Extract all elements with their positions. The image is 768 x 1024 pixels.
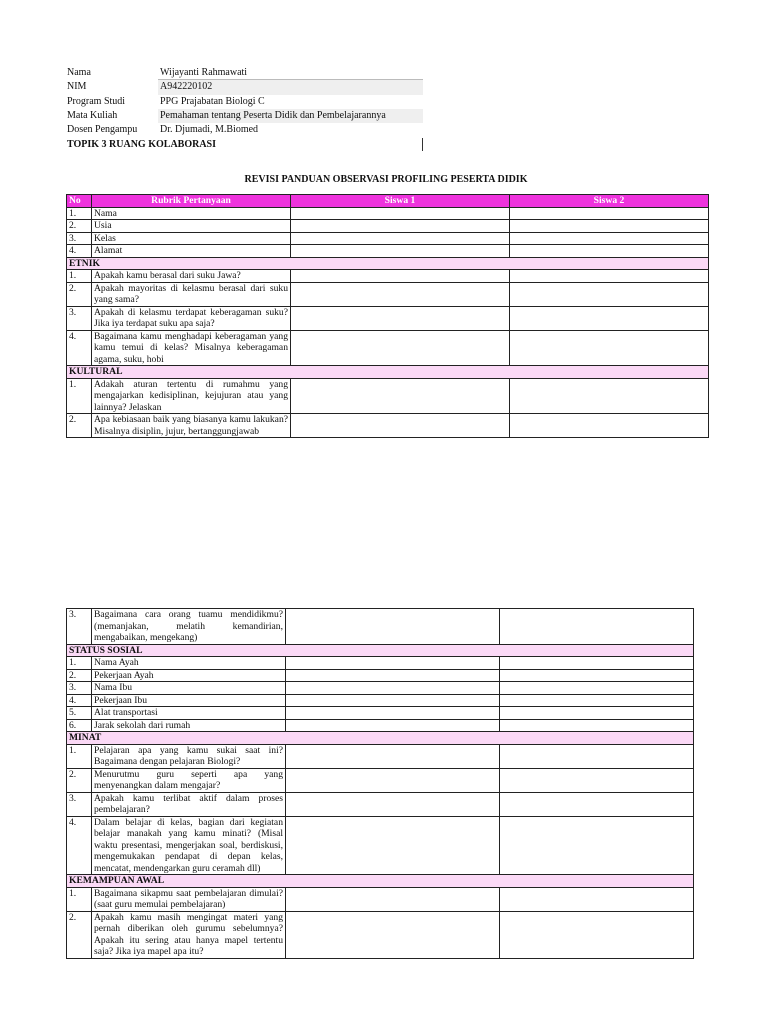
table-row xyxy=(67,744,694,768)
table-row xyxy=(67,207,709,220)
row-number: 4. xyxy=(67,816,92,875)
answer-cell-siswa-2[interactable] xyxy=(510,414,709,438)
answer-cell-siswa-1[interactable] xyxy=(286,669,500,682)
answer-cell-siswa-1[interactable] xyxy=(286,768,500,792)
answer-cell-siswa-1[interactable] xyxy=(291,245,510,258)
row-number: 1. xyxy=(67,270,92,283)
answer-cell-siswa-2[interactable] xyxy=(500,694,694,707)
document-title: REVISI PANDUAN OBSERVASI PROFILING PESERTA DIDIK xyxy=(244,174,528,185)
question-text: Apakah mayoritas di kelasmu berasal dari suku yang sama? xyxy=(92,282,291,306)
answer-cell-siswa-1[interactable] xyxy=(286,694,500,707)
question-text: Menurutmu guru seperti apa yang menyenangkan dalam mengajar? xyxy=(92,768,286,792)
field-nim xyxy=(67,80,423,94)
section-row xyxy=(67,644,694,657)
field-value: Wijayanti Rahmawati xyxy=(158,66,423,80)
row-number: 6. xyxy=(67,719,92,732)
topic-heading xyxy=(67,137,423,153)
table-row xyxy=(67,414,709,438)
observation-table-part-1 xyxy=(66,194,709,438)
column-header-no: No xyxy=(67,195,92,208)
table-row xyxy=(67,719,694,732)
field-nama xyxy=(67,66,423,80)
table-row xyxy=(67,282,709,306)
row-number: 3. xyxy=(67,682,92,695)
answer-cell-siswa-2[interactable] xyxy=(510,245,709,258)
field-value: Pemahaman tentang Peserta Didik dan Pembelajarannya xyxy=(158,109,423,123)
answer-cell-siswa-1[interactable] xyxy=(291,414,510,438)
row-number: 2. xyxy=(67,768,92,792)
table-row xyxy=(67,768,694,792)
answer-cell-siswa-2[interactable] xyxy=(500,657,694,670)
question-text: Apakah di kelasmu terdapat keberagaman suku? Jika iya terdapat suku apa saja? xyxy=(92,306,291,330)
section-title: MINAT xyxy=(67,732,694,745)
question-text: Bagaimana cara orang tuamu mendidikmu? (memanjakan, melatih kemandirian, mengabaikan, mengekang) xyxy=(92,609,286,645)
question-text: Jarak sekolah dari rumah xyxy=(92,719,286,732)
row-number: 1. xyxy=(67,744,92,768)
answer-cell-siswa-1[interactable] xyxy=(286,682,500,695)
answer-cell-siswa-2[interactable] xyxy=(510,378,709,414)
answer-cell-siswa-1[interactable] xyxy=(286,911,500,958)
answer-cell-siswa-2[interactable] xyxy=(500,744,694,768)
field-program-studi xyxy=(67,95,423,109)
answer-cell-siswa-2[interactable] xyxy=(500,768,694,792)
row-number: 3. xyxy=(67,232,92,245)
table-row xyxy=(67,911,694,958)
row-number: 2. xyxy=(67,414,92,438)
row-number: 2. xyxy=(67,911,92,958)
topic-text: TOPIK 3 RUANG KOLABORASI xyxy=(67,139,217,151)
table-row xyxy=(67,378,709,414)
table-row xyxy=(67,682,694,695)
row-number: 3. xyxy=(67,306,92,330)
row-number: 4. xyxy=(67,330,92,366)
answer-cell-siswa-2[interactable] xyxy=(510,207,709,220)
question-text: Apakah kamu masih mengingat materi yang pernah diberikan oleh gurumu sebelumnya? Apakah itu sering atau hanya mapel tertentu saja? Jika iya mapel apa itu? xyxy=(92,911,286,958)
field-value: Dr. Djumadi, M.Biomed xyxy=(160,124,259,136)
question-text: Bagaimana kamu menghadapi keberagaman yang kamu temui di kelas? Misalnya keberagaman agama, suku, hobi xyxy=(92,330,291,366)
row-number: 4. xyxy=(67,694,92,707)
answer-cell-siswa-2[interactable] xyxy=(500,792,694,816)
question-text: Nama Ibu xyxy=(92,682,286,695)
question-text: Apakah kamu terlibat aktif dalam proses pembelajaran? xyxy=(92,792,286,816)
answer-cell-siswa-1[interactable] xyxy=(286,887,500,911)
question-text: Dalam belajar di kelas, bagian dari kegiatan belajar manakah yang kamu minati? (Misal waktu presentasi, mengerjakan soal, berdiskusi, mengemukakan pendapat di depan kelas, mencatat, mendengarkan guru ceramah dll) xyxy=(92,816,286,875)
table-row xyxy=(67,245,709,258)
table-row xyxy=(67,330,709,366)
answer-cell-siswa-1[interactable] xyxy=(291,330,510,366)
row-number: 1. xyxy=(67,657,92,670)
question-text: Kelas xyxy=(92,232,291,245)
section-row xyxy=(67,257,709,270)
table-row xyxy=(67,669,694,682)
answer-cell-siswa-1[interactable] xyxy=(286,707,500,720)
answer-cell-siswa-1[interactable] xyxy=(291,232,510,245)
answer-cell-siswa-2[interactable] xyxy=(510,270,709,283)
table-row xyxy=(67,232,709,245)
answer-cell-siswa-2[interactable] xyxy=(500,887,694,911)
answer-cell-siswa-1[interactable] xyxy=(286,792,500,816)
row-number: 2. xyxy=(67,220,92,233)
field-label: Program Studi xyxy=(67,95,126,107)
identity-block xyxy=(67,66,423,153)
table-row xyxy=(67,657,694,670)
field-dosen-pengampu xyxy=(67,123,423,137)
section-row xyxy=(67,875,694,888)
table-row xyxy=(67,306,709,330)
field-label: Mata Kuliah xyxy=(67,109,118,121)
question-text: Nama Ayah xyxy=(92,657,286,670)
answer-cell-siswa-1[interactable] xyxy=(286,816,500,875)
answer-cell-siswa-1[interactable] xyxy=(291,207,510,220)
row-number: 1. xyxy=(67,207,92,220)
question-text: Bagaimana sikapmu saat pembelajaran dimulai? (saat guru memulai pembelajaran) xyxy=(92,887,286,911)
field-value: PPG Prajabatan Biologi C xyxy=(160,95,265,107)
answer-cell-siswa-2[interactable] xyxy=(500,911,694,958)
table-row xyxy=(67,609,694,645)
section-title: ETNIK xyxy=(67,257,709,270)
question-text: Adakah aturan tertentu di rumahmu yang mengajarkan kedisiplinan, kejujuran atau yang lainnya? Jelaskan xyxy=(92,378,291,414)
answer-cell-siswa-1[interactable] xyxy=(286,657,500,670)
text-cursor xyxy=(422,138,423,151)
row-number: 1. xyxy=(67,378,92,414)
section-title: KEMAMPUAN AWAL xyxy=(67,875,694,888)
answer-cell-siswa-1[interactable] xyxy=(291,282,510,306)
answer-cell-siswa-1[interactable] xyxy=(291,306,510,330)
question-text: Apa kebiasaan baik yang biasanya kamu lakukan? Misalnya disiplin, jujur, bertanggungjawab xyxy=(92,414,291,438)
question-text: Pelajaran apa yang kamu sukai saat ini? Bagaimana dengan pelajaran Biologi? xyxy=(92,744,286,768)
answer-cell-siswa-1[interactable] xyxy=(291,220,510,233)
field-value: A942220102 xyxy=(158,80,423,94)
answer-cell-siswa-2[interactable] xyxy=(500,669,694,682)
question-text: Pekerjaan Ibu xyxy=(92,694,286,707)
section-title: KULTURAL xyxy=(67,366,709,379)
answer-cell-siswa-2[interactable] xyxy=(510,220,709,233)
question-text: Nama xyxy=(92,207,291,220)
field-mata-kuliah xyxy=(67,109,423,123)
field-label: Nama xyxy=(67,67,91,78)
question-text: Apakah kamu berasal dari suku Jawa? xyxy=(92,270,291,283)
row-number: 5. xyxy=(67,707,92,720)
answer-cell-siswa-1[interactable] xyxy=(291,270,510,283)
table-row xyxy=(67,792,694,816)
observation-table-part-2 xyxy=(66,608,694,959)
table-row xyxy=(67,220,709,233)
column-header-siswa-1: Siswa 1 xyxy=(291,195,510,208)
field-label: Dosen Pengampu xyxy=(67,124,138,136)
row-number: 3. xyxy=(67,792,92,816)
answer-cell-siswa-2[interactable] xyxy=(510,306,709,330)
section-row xyxy=(67,366,709,379)
field-label: NIM xyxy=(67,81,87,93)
section-title: STATUS SOSIAL xyxy=(67,644,694,657)
question-text: Alamat xyxy=(92,245,291,258)
answer-cell-siswa-1[interactable] xyxy=(286,744,500,768)
row-number: 3. xyxy=(67,609,92,645)
answer-cell-siswa-2[interactable] xyxy=(500,816,694,875)
column-header-question: Rubrik Pertanyaan xyxy=(92,195,291,208)
row-number: 2. xyxy=(67,669,92,682)
answer-cell-siswa-2[interactable] xyxy=(500,719,694,732)
table-row xyxy=(67,887,694,911)
answer-cell-siswa-2[interactable] xyxy=(500,707,694,720)
answer-cell-siswa-2[interactable] xyxy=(510,232,709,245)
question-text: Pekerjaan Ayah xyxy=(92,669,286,682)
table-header-row xyxy=(67,195,709,208)
answer-cell-siswa-1[interactable] xyxy=(286,609,500,645)
row-number: 1. xyxy=(67,887,92,911)
section-row xyxy=(67,732,694,745)
row-number: 2. xyxy=(67,282,92,306)
answer-cell-siswa-2[interactable] xyxy=(500,609,694,645)
question-text: Alat transportasi xyxy=(92,707,286,720)
question-text: Usia xyxy=(92,220,291,233)
table-row xyxy=(67,694,694,707)
table-row xyxy=(67,270,709,283)
row-number: 4. xyxy=(67,245,92,258)
table-row xyxy=(67,707,694,720)
answer-cell-siswa-2[interactable] xyxy=(500,682,694,695)
answer-cell-siswa-1[interactable] xyxy=(291,378,510,414)
answer-cell-siswa-1[interactable] xyxy=(286,719,500,732)
answer-cell-siswa-2[interactable] xyxy=(510,282,709,306)
column-header-siswa-2: Siswa 2 xyxy=(510,195,709,208)
answer-cell-siswa-2[interactable] xyxy=(510,330,709,366)
table-row xyxy=(67,816,694,875)
